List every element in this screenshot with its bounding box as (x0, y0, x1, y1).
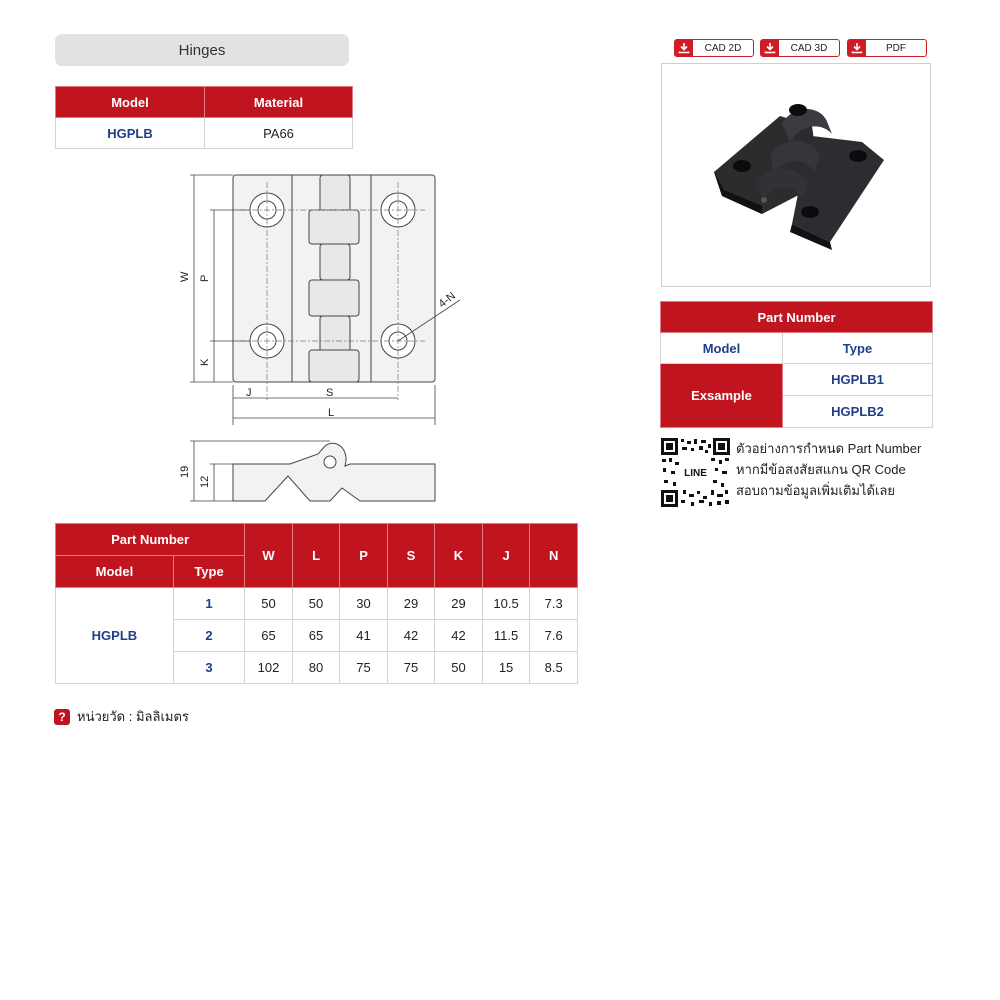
qr-instructions (736, 438, 921, 501)
dim-label-k: K (199, 358, 211, 366)
dim-label-12: 12 (199, 475, 211, 488)
value-cell: 75 (340, 652, 387, 684)
value-cell: 29 (435, 588, 482, 620)
product-photo (661, 63, 931, 287)
line-logo-text: LINE (684, 468, 707, 479)
dimension-table-type-header: Type (173, 556, 244, 588)
dim-header-s: S (387, 524, 434, 588)
value-cell: 42 (387, 620, 434, 652)
side-view-drawing (170, 436, 470, 512)
top-view-drawing (170, 160, 470, 430)
hinge-product-image (662, 64, 930, 286)
cad-3d-button[interactable] (760, 39, 840, 57)
value-cell: 15 (482, 652, 530, 684)
cad-2d-label: CAD 2D (704, 42, 742, 54)
value-cell: 29 (387, 588, 434, 620)
value-cell: 65 (245, 620, 293, 652)
qr-line-3: สอบถามข้อมูลเพิ่มเติมได้เลย (736, 483, 896, 498)
dim-label-19: 19 (179, 465, 191, 478)
download-icon (675, 40, 693, 56)
dim-label-w: W (179, 271, 191, 282)
qr-line-2: หากมีข้อสงสัยสแกน QR Code (736, 462, 906, 477)
cad-3d-label: CAD 3D (790, 42, 828, 54)
pdf-button[interactable] (847, 39, 927, 57)
value-cell: 10.5 (482, 588, 530, 620)
dim-label-s: S (326, 387, 334, 399)
download-icon (761, 40, 779, 56)
dim-label-n: 4-N (436, 289, 458, 311)
dimension-table-part-number-header: Part Number (56, 524, 245, 556)
material-table-model: HGPLB (56, 118, 205, 149)
material-table-header-model: Model (56, 87, 205, 118)
dim-header-n: N (530, 524, 578, 588)
value-cell: 50 (435, 652, 482, 684)
table-row (56, 588, 578, 620)
dimension-table (55, 523, 578, 684)
value-cell: 75 (387, 652, 434, 684)
type-cell: 2 (173, 620, 244, 652)
dimension-table-model-header: Model (56, 556, 174, 588)
type-cell: 1 (173, 588, 244, 620)
dim-header-l: L (292, 524, 339, 588)
part-number-example-label: Exsample (661, 364, 783, 428)
value-cell: 50 (292, 588, 339, 620)
dim-label-l: L (328, 407, 335, 419)
unit-note-text: หน่วยวัด : มิลลิเมตร (77, 709, 189, 724)
material-table-material: PA66 (205, 118, 353, 149)
part-number-example-value-2: HGPLB2 (783, 396, 933, 428)
page-title: Hinges (55, 34, 349, 66)
value-cell: 7.6 (530, 620, 578, 652)
value-cell: 7.3 (530, 588, 578, 620)
value-cell: 50 (245, 588, 293, 620)
value-cell: 102 (245, 652, 293, 684)
value-cell: 11.5 (482, 620, 530, 652)
dim-label-j: J (246, 387, 252, 399)
question-icon: ? (54, 709, 70, 725)
part-number-example-model-header: Model (661, 333, 783, 364)
value-cell: 42 (435, 620, 482, 652)
cad-2d-button[interactable] (674, 39, 754, 57)
value-cell: 80 (292, 652, 339, 684)
qr-line-1: ตัวอย่างการกำหนด Part Number (736, 441, 922, 456)
dim-label-p: P (199, 274, 211, 282)
value-cell: 65 (292, 620, 339, 652)
unit-note (54, 706, 189, 727)
part-number-example-table (660, 301, 933, 428)
part-number-example-value-1: HGPLB1 (783, 364, 933, 396)
line-qr-code[interactable] (661, 438, 730, 507)
dim-header-w: W (245, 524, 293, 588)
value-cell: 8.5 (530, 652, 578, 684)
dim-header-p: P (340, 524, 387, 588)
material-table-header-material: Material (205, 87, 353, 118)
type-cell: 3 (173, 652, 244, 684)
part-number-example-type-header: Type (783, 333, 933, 364)
value-cell: 30 (340, 588, 387, 620)
dimension-table-model: HGPLB (56, 588, 174, 684)
part-number-example-title: Part Number (661, 302, 933, 333)
dim-header-k: K (435, 524, 482, 588)
pdf-label: PDF (886, 42, 906, 54)
dim-header-j: J (482, 524, 530, 588)
material-table (55, 86, 353, 149)
download-icon (848, 40, 866, 56)
value-cell: 41 (340, 620, 387, 652)
